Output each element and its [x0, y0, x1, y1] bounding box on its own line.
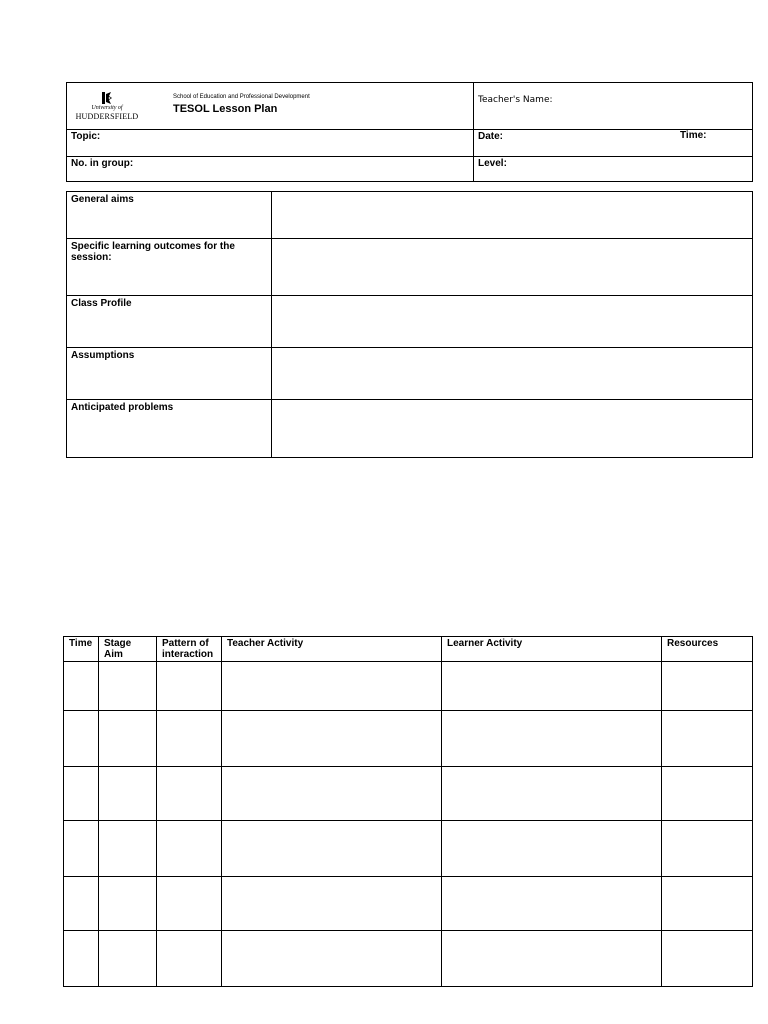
column-header-learner-activity: Learner Activity: [442, 637, 662, 662]
table-row: [64, 877, 753, 931]
table-cell[interactable]: [157, 877, 222, 931]
teacher-name-label: Teacher's Name:: [478, 95, 553, 105]
table-cell[interactable]: [442, 767, 662, 821]
table-cell[interactable]: [442, 821, 662, 877]
header-table: [66, 82, 753, 182]
table-cell[interactable]: [157, 662, 222, 711]
aims-row-label: [67, 192, 272, 239]
logo-cell: [67, 83, 474, 130]
table-cell[interactable]: [662, 662, 753, 711]
table-row: [64, 662, 753, 711]
table-cell[interactable]: [222, 931, 442, 987]
aims-row-input[interactable]: [272, 192, 753, 239]
table-cell[interactable]: [442, 877, 662, 931]
table-cell[interactable]: [99, 821, 157, 877]
table-row: [64, 931, 753, 987]
table-cell[interactable]: [99, 877, 157, 931]
general-aims-label: General aims: [71, 194, 134, 205]
date-label: Date:: [478, 131, 504, 142]
page-title: TESOL Lesson Plan: [173, 103, 278, 115]
table-cell[interactable]: [662, 877, 753, 931]
aims-row-label: [67, 348, 272, 400]
aims-row-input[interactable]: [272, 400, 753, 458]
topic-label: Topic:: [71, 131, 101, 142]
table-cell[interactable]: [442, 662, 662, 711]
table-cell[interactable]: [222, 662, 442, 711]
anticipated-problems-label: Anticipated problems: [71, 402, 174, 413]
table-cell[interactable]: [99, 711, 157, 767]
aims-row-input[interactable]: [272, 348, 753, 400]
logo-university-of: University of: [91, 105, 123, 111]
school-name: School of Education and Professional Development: [173, 94, 310, 100]
table-cell[interactable]: [99, 662, 157, 711]
table-cell[interactable]: [222, 821, 442, 877]
aims-row-label: [67, 296, 272, 348]
group-size-cell[interactable]: [67, 157, 474, 182]
table-cell[interactable]: [662, 821, 753, 877]
table-cell[interactable]: [64, 711, 99, 767]
class-profile-label: Class Profile: [71, 298, 132, 309]
table-cell[interactable]: [442, 931, 662, 987]
table-cell[interactable]: [157, 931, 222, 987]
group-size-label: No. in group:: [71, 158, 134, 169]
aims-row-input[interactable]: [272, 239, 753, 296]
table-cell[interactable]: [222, 711, 442, 767]
table-cell[interactable]: [442, 711, 662, 767]
table-cell[interactable]: [64, 662, 99, 711]
column-header-teacher-activity: Teacher Activity: [222, 637, 442, 662]
level-cell[interactable]: [474, 157, 753, 182]
level-label: Level:: [478, 158, 507, 169]
column-header-interaction: Pattern of interaction: [157, 637, 222, 662]
table-cell[interactable]: [99, 767, 157, 821]
table-row: [64, 767, 753, 821]
table-cell[interactable]: [157, 711, 222, 767]
stages-body: [64, 662, 753, 987]
table-cell[interactable]: [64, 821, 99, 877]
aims-row-input[interactable]: [272, 296, 753, 348]
table-cell[interactable]: [662, 711, 753, 767]
time-label: Time:: [680, 130, 707, 141]
university-logo: [75, 91, 139, 121]
aims-row-label: [67, 239, 272, 296]
table-cell[interactable]: [222, 877, 442, 931]
table-cell[interactable]: [99, 931, 157, 987]
topic-cell[interactable]: [67, 130, 474, 157]
aims-table: [66, 191, 753, 458]
assumptions-label: Assumptions: [71, 350, 135, 361]
logo-university-name: HUDDERSFIELD: [75, 112, 139, 121]
huddersfield-crest-icon: [101, 91, 113, 105]
table-cell[interactable]: [64, 931, 99, 987]
column-header-stage-aim: Stage Aim: [99, 637, 157, 662]
teacher-name-cell[interactable]: [474, 83, 753, 130]
table-cell[interactable]: [222, 767, 442, 821]
table-cell[interactable]: [157, 821, 222, 877]
table-cell[interactable]: [64, 877, 99, 931]
column-header-resources: Resources: [662, 637, 753, 662]
aims-row-label: [67, 400, 272, 458]
learning-outcomes-label: Specific learning outcomes for the session:: [71, 241, 235, 263]
table-row: [64, 711, 753, 767]
column-header-time: Time: [64, 637, 99, 662]
table-cell[interactable]: [662, 931, 753, 987]
table-cell[interactable]: [157, 767, 222, 821]
table-row: [64, 821, 753, 877]
table-cell[interactable]: [64, 767, 99, 821]
table-cell[interactable]: [662, 767, 753, 821]
date-time-cell[interactable]: [474, 130, 753, 157]
stages-table: [63, 636, 753, 987]
